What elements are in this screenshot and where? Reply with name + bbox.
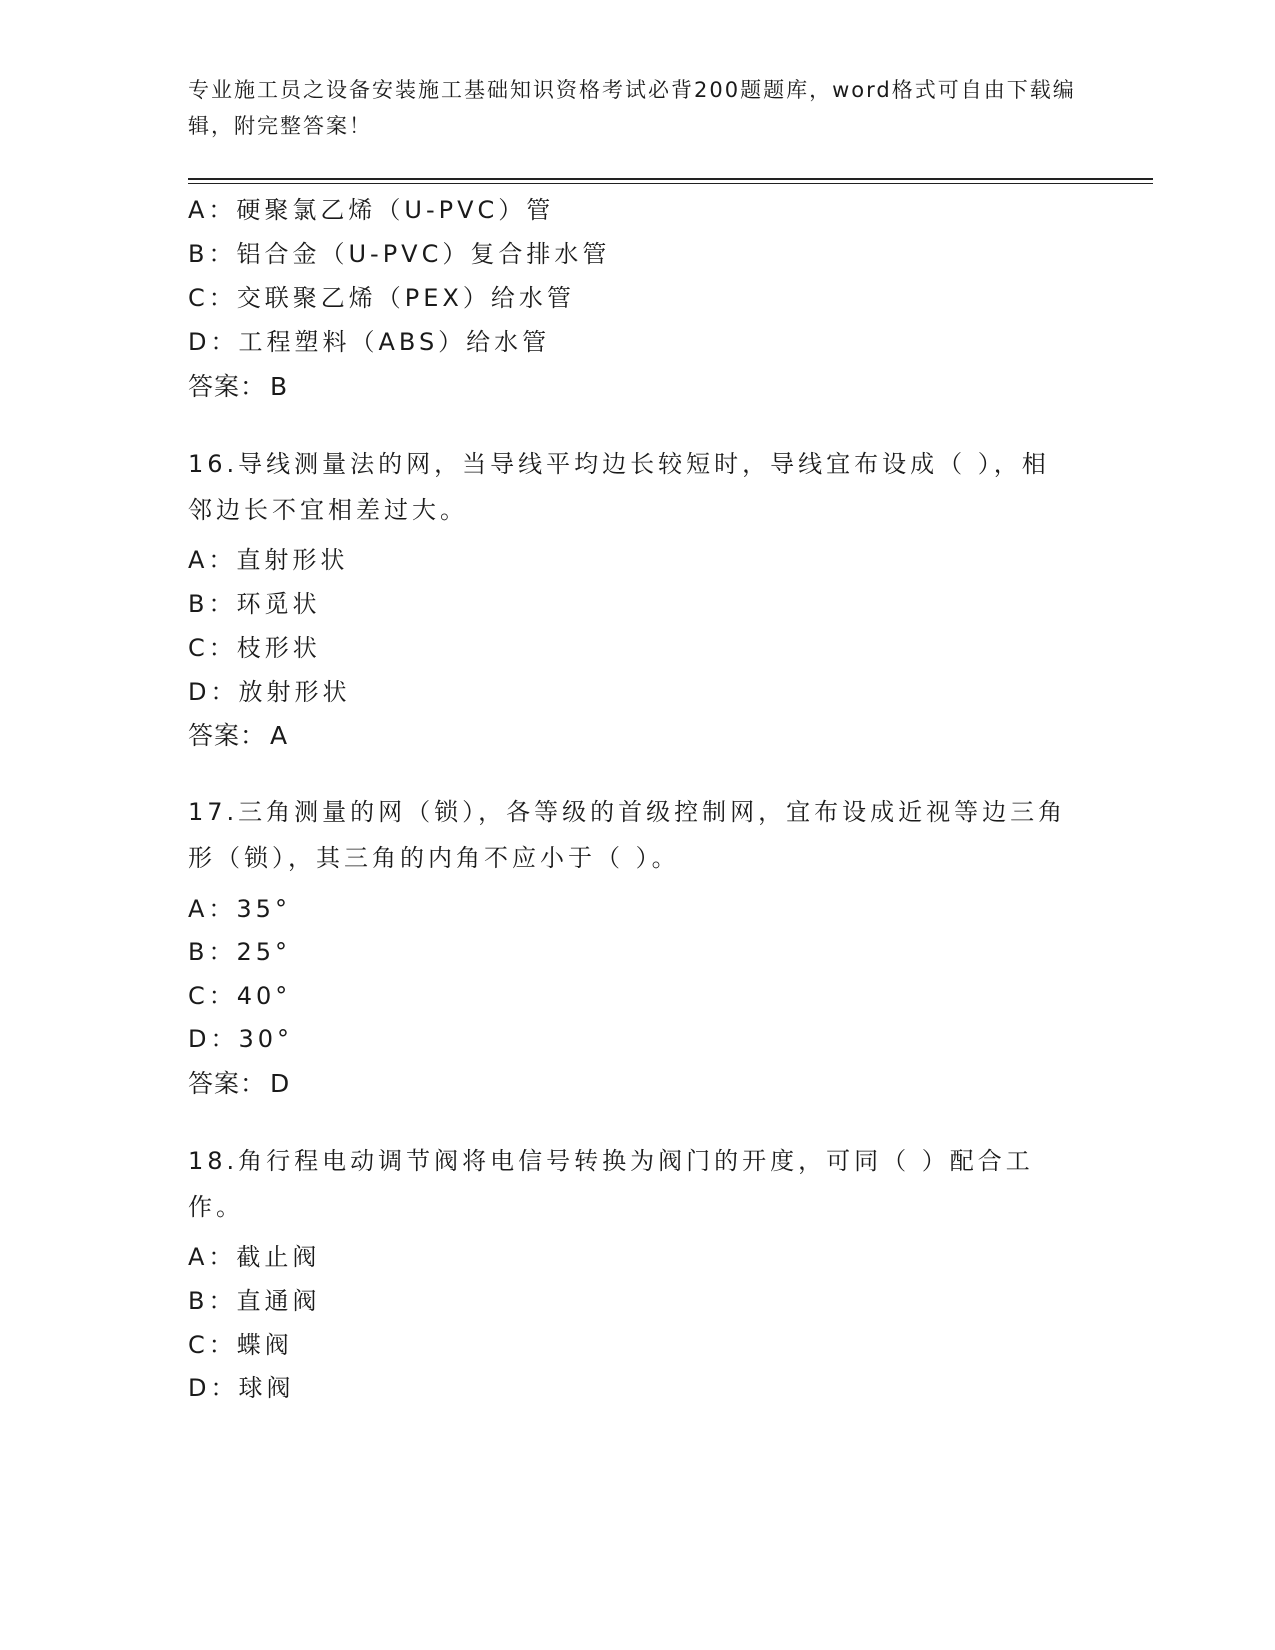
q17-answer [188, 1067, 290, 1101]
q15-answer [188, 370, 288, 404]
answer-value: D [270, 1069, 291, 1098]
answer-value: A [270, 721, 289, 750]
q15-option-d: D：工程塑料（ABS）给水管 [188, 328, 551, 356]
q16-answer [188, 719, 288, 753]
q16-option-c: C：枝形状 [188, 634, 321, 662]
q18-option-c: C：蝶阀 [188, 1331, 293, 1359]
header-divider-thick [188, 178, 1153, 180]
answer-label: 答案： [188, 721, 267, 750]
q16-option-a: A：直射形状 [188, 546, 349, 574]
q16-title: 16.导线测量法的网，当导线平均边长较短时，导线宜布设成（ ），相邻边长不宜相差过大。 [188, 450, 1050, 524]
q18-option-d: D：球阀 [188, 1374, 295, 1402]
q17-option-b: B：25° [188, 938, 292, 966]
answer-value: B [270, 372, 289, 401]
answer-label: 答案： [188, 372, 267, 401]
answer-label: 答案： [188, 1069, 267, 1098]
q15-option-a: A：硬聚氯乙烯（U-PVC）管 [188, 196, 555, 224]
q15-option-c: C：交联聚乙烯（PEX）给水管 [188, 284, 575, 312]
q16-option-d: D：放射形状 [188, 678, 351, 706]
document-intro: 专业施工员之设备安装施工基础知识资格考试必背200题题库，word格式可自由下载编辑，附完整答案！ [188, 78, 1076, 138]
q17-option-a: A：35° [188, 895, 291, 923]
header-divider-thin [188, 183, 1153, 184]
q17-option-d: D：30° [188, 1025, 294, 1053]
q18-option-b: B：直通阀 [188, 1287, 321, 1315]
q18-title: 18.角行程电动调节阀将电信号转换为阀门的开度，可同（ ）配合工作。 [188, 1147, 1034, 1221]
q17-title: 17.三角测量的网（锁），各等级的首级控制网，宜布设成近视等边三角形（锁），其三角的内角不应小于（ ）。 [188, 798, 1067, 872]
q15-option-b: B：铝合金（U-PVC）复合排水管 [188, 240, 611, 268]
q16-option-b: B：环觅状 [188, 590, 321, 618]
q17-option-c: C：40° [188, 982, 292, 1010]
q18-option-a: A：截止阀 [188, 1243, 321, 1271]
